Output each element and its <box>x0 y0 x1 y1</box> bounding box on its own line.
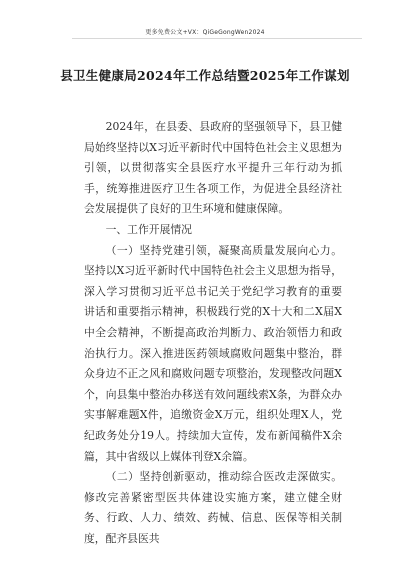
section-heading: 一、工作开展情况 <box>105 222 192 236</box>
header-divider <box>72 38 362 39</box>
item-1-paragraph: （一）坚持党建引领，凝聚高质量发展向心力。坚持以X习近平新时代中国特色社会主义思想为指导，深入学习贯彻习近平总书记关于党纪学习教育的重要讲话和重要指示精神，积极践行党的X十大和二X届X中全会精神，不断提高政治判断力、政治领悟力和政治执行力。深入推进医药领域腐败问题集中整治，群众身边不正之风和腐败问题专项整治，发现整改问题X个，向县集中整治办移送有效问题线索X条，为群众办实事解难题X件，追缴资金X万元，组织处理X人，党纪政务处分19人。持续加大宣传，发布新闻稿件X余篇，其中省级以上媒体刊登X余篇。 <box>84 243 342 463</box>
document-title: 县卫生健康局2024年工作总结暨2025年工作谋划 <box>60 68 350 83</box>
item-2-paragraph: （二）坚持创新驱动，推动综合医改走深做实。修改完善紧密型医共体建设实施方案，建立健全财务、行政、人力、绩效、药械、信息、医保等相关制度，配齐县医共 <box>84 470 342 545</box>
header-note: 更多免费公文+VX：QiGeGongWen2024 <box>145 29 265 36</box>
intro-paragraph: 2024年，在县委、县政府的坚强领导下，县卫健局始终坚持以X习近平新时代中国特色社会主义思想为引领，以贯彻落实全县医疗水平提升三年行动为抓手，统筹推进医疗卫生各项工作，为促进全县经济社会发展提供了良好的卫生环境和健康保障。 <box>84 120 342 216</box>
document-body <box>84 117 342 549</box>
